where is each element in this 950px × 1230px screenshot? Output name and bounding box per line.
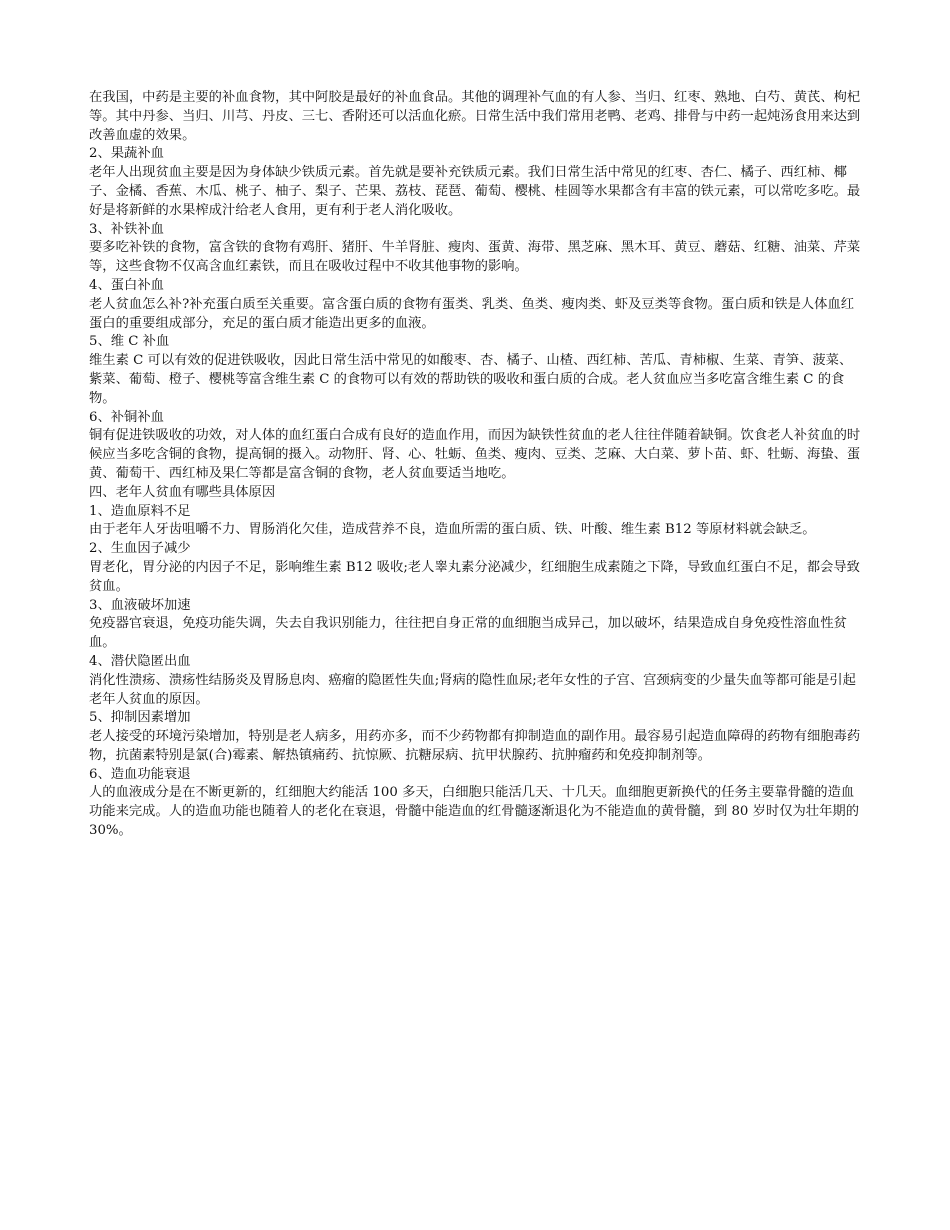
document-page (89, 89, 864, 841)
section-paragraph: 老人接受的环境污染增加，特别是老人病多，用药亦多，而不少药物都有抑制造血的副作用。最容易引起造血障碍的药物有细胞毒药物，抗菌素特别是氯(合)霉素、解热镇痛药、抗惊厥、抗糖尿病、抗甲状腺药、抗肿瘤药和免疫抑制剂等。 (89, 729, 861, 763)
section-paragraph: 维生素 C 可以有效的促进铁吸收，因此日常生活中常见的如酸枣、杏、橘子、山楂、西红柿、苦瓜、青柿椒、生菜、青笋、菠菜、紫菜、葡萄、橙子、樱桃等富含维生素 C 的食物可以有效的帮助铁的吸收和蛋白质的合成。老人贫血应当多吃富含维生素 C 的食物。 (89, 353, 853, 406)
section-heading: 2、生血因子减少 (89, 541, 191, 557)
section-paragraph: 人的血液成分是在不断更新的，红细胞大约能活 100 多天，白细胞只能活几天、十几天。血细胞更新换代的任务主要靠骨髓的造血功能来完成。人的造血功能也随着人的老化在衰退，骨髓中能造血的红骨髓逐渐退化为不能造血的黄骨髓，到 80 岁时仅为壮年期的 30%。 (89, 785, 864, 839)
section-heading: 2、果蔬补血 (89, 146, 164, 162)
section-paragraph: 老人贫血怎么补?补充蛋白质至关重要。富含蛋白质的食物有蛋类、乳类、鱼类、瘦肉类、虾及豆类等食物。蛋白质和铁是人体血红蛋白的重要组成部分，充足的蛋白质才能造出更多的血液。 (89, 296, 855, 331)
section-heading: 5、抑制因素增加 (89, 710, 191, 726)
section-paragraph: 免疫器官衰退，免疫功能失调，失去自我识别能力，往往把自身正常的血细胞当成异己，加以破坏，结果造成自身免疫性溶血性贫血。 (89, 616, 847, 651)
section-heading: 1、造血原料不足 (89, 503, 191, 519)
section-paragraph: 胃老化，胃分泌的内因子不足，影响维生素 B12 吸收;老人睾丸素分泌减少，红细胞生成素随之下降，导致血红蛋白不足，都会导致贫血。 (89, 559, 860, 594)
section-paragraph: 老年人出现贫血主要是因为身体缺少铁质元素。首先就是要补充铁质元素。我们日常生活中常见的红枣、杏仁、橘子、西红柿、椰子、金橘、香蕉、木瓜、桃子、柚子、梨子、芒果、荔枝、琵琶、葡萄、樱桃、桂圆等水果都含有丰富的铁元素，可以常吃多吃。最好是将新鲜的水果榨成汁给老人食用，更有利于老人消化吸收。 (89, 165, 861, 218)
section-heading: 4、潜伏隐匿出血 (89, 653, 191, 669)
section-heading: 5、维 C 补血 (89, 334, 170, 350)
section-heading: 4、蛋白补血 (89, 277, 164, 293)
section-paragraph: 铜有促进铁吸收的功效，对人体的血红蛋白合成有良好的造血作用，而因为缺铁性贫血的老人往往伴随着缺铜。饮食老人补贫血的时候应当多吃含铜的食物，提高铜的摄入。动物肝、肾、心、牡蛎、鱼类、瘦肉、豆类、芝麻、大白菜、萝卜苗、虾、牡蛎、海蛰、蛋黄、葡萄干、西红柿及果仁等都是富含铜的食物，老人贫血要适当地吃。 (89, 428, 861, 481)
chapter-heading: 四、老年人贫血有哪些具体原因 (89, 484, 276, 500)
intro-paragraph: 在我国，中药是主要的补血食物，其中阿胶是最好的补血食品。其他的调理补气血的有人参、当归、红枣、熟地、白芍、黄芪、枸杞等。其中丹参、当归、川芎、丹皮、三七、香附还可以活血化瘀。日常生活中我们常用老鸭、老鸡、排骨与中药一起炖汤食用来达到改善血虚的效果。 (89, 90, 861, 143)
section-heading: 6、造血功能衰退 (89, 766, 191, 782)
section-heading: 3、血液破坏加速 (89, 597, 191, 613)
section-heading: 6、补铜补血 (89, 409, 164, 425)
section-paragraph: 要多吃补铁的食物，富含铁的食物有鸡肝、猪肝、牛羊肾脏、瘦肉、蛋黄、海带、黑芝麻、黑木耳、黄豆、蘑菇、红糖、油菜、芹菜等，这些食物不仅高含血红素铁，而且在吸收过程中不收其他事物的影响。 (89, 240, 861, 275)
section-heading: 3、补铁补血 (89, 221, 164, 237)
section-paragraph: 由于老年人牙齿咀嚼不力、胃肠消化欠佳，造成营养不良，造血所需的蛋白质、铁、叶酸、维生素 B12 等原材料就会缺乏。 (89, 522, 816, 538)
section-paragraph: 消化性溃疡、溃疡性结肠炎及胃肠息肉、癌瘤的隐匿性失血;肾病的隐性血尿;老年女性的子宫、宫颈病变的少量失血等都可能是引起老年人贫血的原因。 (89, 672, 856, 707)
